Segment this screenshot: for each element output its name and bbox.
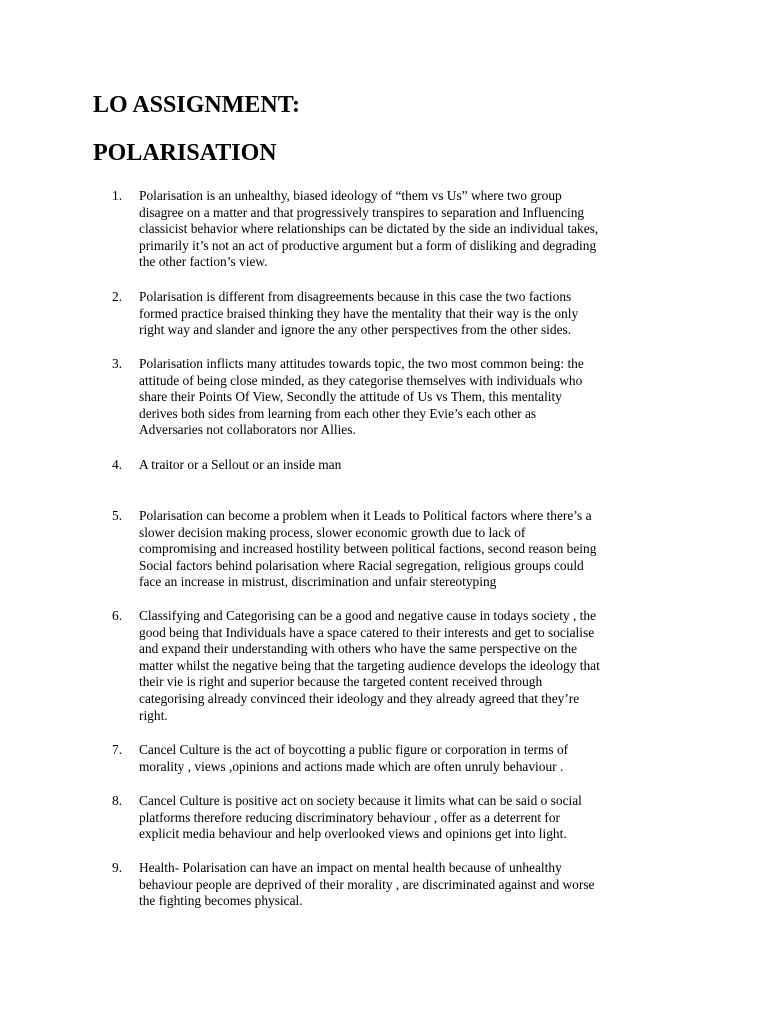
list-item-text [139,188,682,271]
list-item-text [139,860,682,910]
text-line: Polarisation can become a problem when it Leads to Political factors where there’s a [139,508,592,523]
list-item-number: 3. [112,356,123,371]
text-line: platforms therefore reducing discriminatory behaviour , offer as a deterrent for [139,809,561,825]
text-line: A traitor or a Sellout or an inside man [139,457,342,472]
list-item-number: 9. [112,860,123,875]
text-line: compromising and increased hostility between political factions, second reason being [139,541,597,557]
text-line: morality , views ,opinions and actions made which are often unruly behaviour . [139,758,564,774]
text-line: explicit media behaviour and help overlooked views and opinions get into light. [139,826,567,842]
list-item-number: 2. [112,289,123,304]
text-line: classicist behavior where relationships can be dictated by the side an individual takes, [139,221,599,237]
text-line: Health- Polarisation can have an impact on mental health because of unhealthy [139,860,562,875]
text-line: categorising already convinced their ideology and they already agreed that they’re [139,690,580,706]
list-item-text [139,508,682,591]
text-line: Polarisation is different from disagreements because in this case the two factions [139,289,572,304]
text-line: face an increase in mistrust, discrimination and unfair stereotyping [139,574,497,590]
text-line: matter whilst the negative being that the targeting audience develops the ideology that [139,657,600,673]
text-line: Cancel Culture is positive act on society because it limits what can be said o social [139,793,582,808]
text-line: derives both sides from learning from each other they Evie’s each other as [139,405,537,421]
text-line: share their Points Of View, Secondly the attitude of Us vs Them, this mentality [139,389,562,405]
list-item-number: 1. [112,188,123,203]
list-item-text [139,742,682,775]
text-line: Social factors behind polarisation where Racial segregation, religious groups could [139,557,584,573]
list-item-text [139,356,682,439]
text-line: right way and slander and ignore the any other perspectives from the other sides. [139,322,572,338]
list-item-text [139,793,682,843]
list-item-text [139,608,682,724]
text-line: and expand their understanding with others who have the same perspective on the [139,641,578,657]
list-item-number: 7. [112,742,123,757]
list-item-text [139,289,682,339]
list-item-text [139,457,682,474]
text-line: the fighting becomes physical. [139,893,303,909]
text-line: behaviour people are deprived of their morality , are discriminated against and worse [139,876,595,892]
document-subtitle: POLARISATION [93,140,277,166]
document-title: LO ASSIGNMENT: [93,92,300,118]
text-line: right. [139,707,168,723]
text-line: good being that Individuals have a space catered to their interests and get to socialise [139,624,595,640]
list-item-number: 5. [112,508,123,523]
text-line: Polarisation inflicts many attitudes towards topic, the two most common being: the [139,356,584,371]
text-line: attitude of being close minded, as they categorise themselves with individuals who [139,372,583,388]
list-item-number: 6. [112,608,123,623]
text-line: formed practice braised thinking they have the mentality that their way is the only [139,305,579,321]
list-item-number: 4. [112,457,123,472]
text-line: Cancel Culture is the act of boycotting a public figure or corporation in terms of [139,742,569,757]
text-line: their vie is right and superior because the targeted content received through [139,674,543,690]
text-line: Polarisation is an unhealthy, biased ideology of “them vs Us” where two group [139,188,562,203]
list-item-number: 8. [112,793,123,808]
text-line: slower decision making process, slower economic growth due to lack of [139,524,526,540]
text-line: primarily it’s not an act of productive argument but a form of disliking and degrading [139,237,597,253]
text-line: Classifying and Categorising can be a good and negative cause in todays society , the [139,608,597,623]
text-line: disagree on a matter and that progressively transpires to separation and Influencing [139,204,585,220]
text-line: the other faction’s view. [139,254,268,270]
text-line: Adversaries not collaborators nor Allies. [139,422,356,438]
